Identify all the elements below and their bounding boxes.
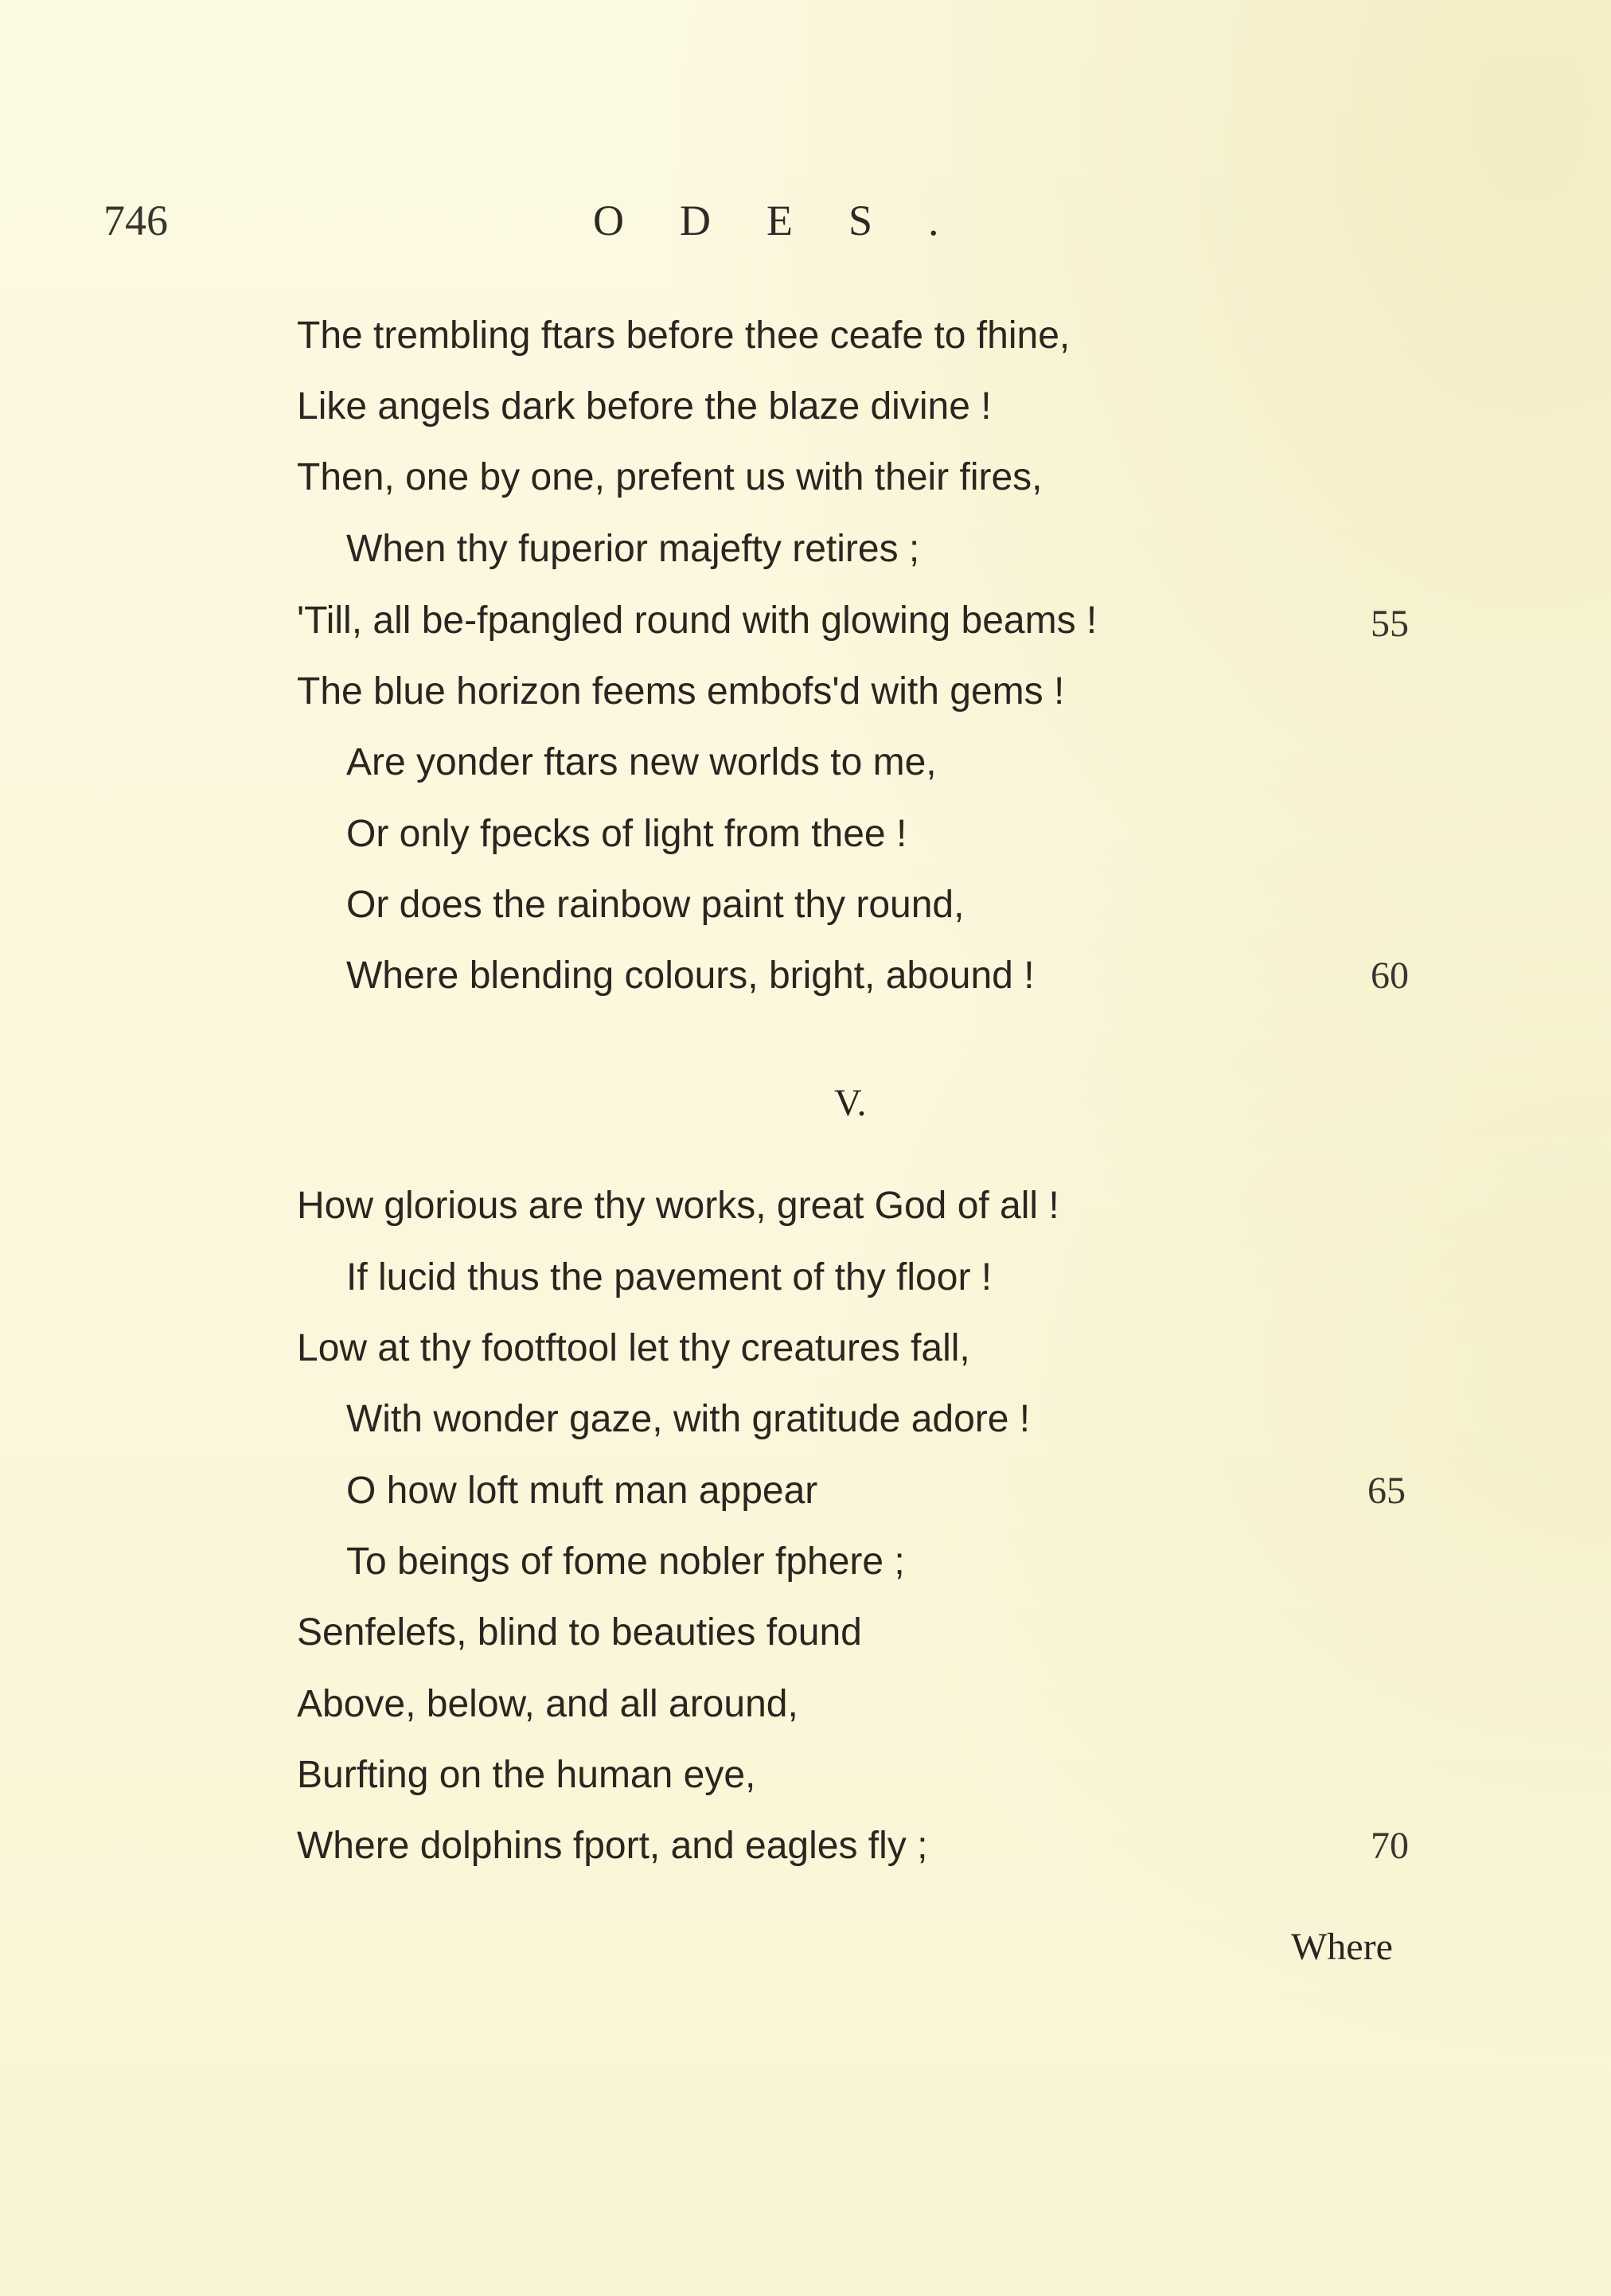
poem-line: Above, below, and all around, [297, 1683, 798, 1725]
poem-line: With wonder gaze, with gratitude adore ! [346, 1398, 1031, 1440]
poem-line: Are yonder ftars new worlds to me, [346, 741, 937, 783]
poem-line: Then, one by one, prefent us with their fires, [297, 456, 1043, 498]
poem-line: When thy fuperior majefty retires ; [346, 528, 920, 570]
poem-line: Senfelefs, blind to beauties found [297, 1611, 862, 1654]
running-head: ODES. [593, 197, 995, 244]
poem-line: Burfting on the human eye, [297, 1754, 756, 1796]
poem-line: How glorious are thy works, great God of all ! [297, 1185, 1059, 1227]
poem-line: Where blending colours, bright, abound ! [346, 955, 1035, 997]
poem-line: Where dolphins fport, and eagles fly ; [297, 1825, 928, 1867]
poem-line: To beings of fome nobler fphere ; [346, 1540, 905, 1583]
page-number: 746 [103, 197, 168, 244]
poem-line: Low at thy footftool let thy creatures fall, [297, 1327, 970, 1369]
poem-line: The trembling ftars before thee ceafe to fhine, [297, 314, 1071, 357]
line-number: 55 [1371, 603, 1409, 645]
line-number: 65 [1367, 1470, 1406, 1512]
line-number: 60 [1371, 955, 1409, 997]
poem-line: Like angels dark before the blaze divine ! [297, 385, 992, 428]
poem-line: 'Till, all be-fpangled round with glowing beams ! [297, 599, 1098, 642]
poem-line: O how loft muft man appear [346, 1470, 818, 1512]
poem-line: If lucid thus the pavement of thy floor ! [346, 1256, 993, 1298]
poem-line: The blue horizon feems embofs'd with gems ! [297, 670, 1065, 713]
stanza-number: V. [834, 1082, 867, 1124]
catchword: Where [1291, 1926, 1393, 1968]
poem-line: Or does the rainbow paint thy round, [346, 884, 965, 926]
line-number: 70 [1371, 1825, 1409, 1867]
poem-line: Or only fpecks of light from thee ! [346, 813, 907, 855]
